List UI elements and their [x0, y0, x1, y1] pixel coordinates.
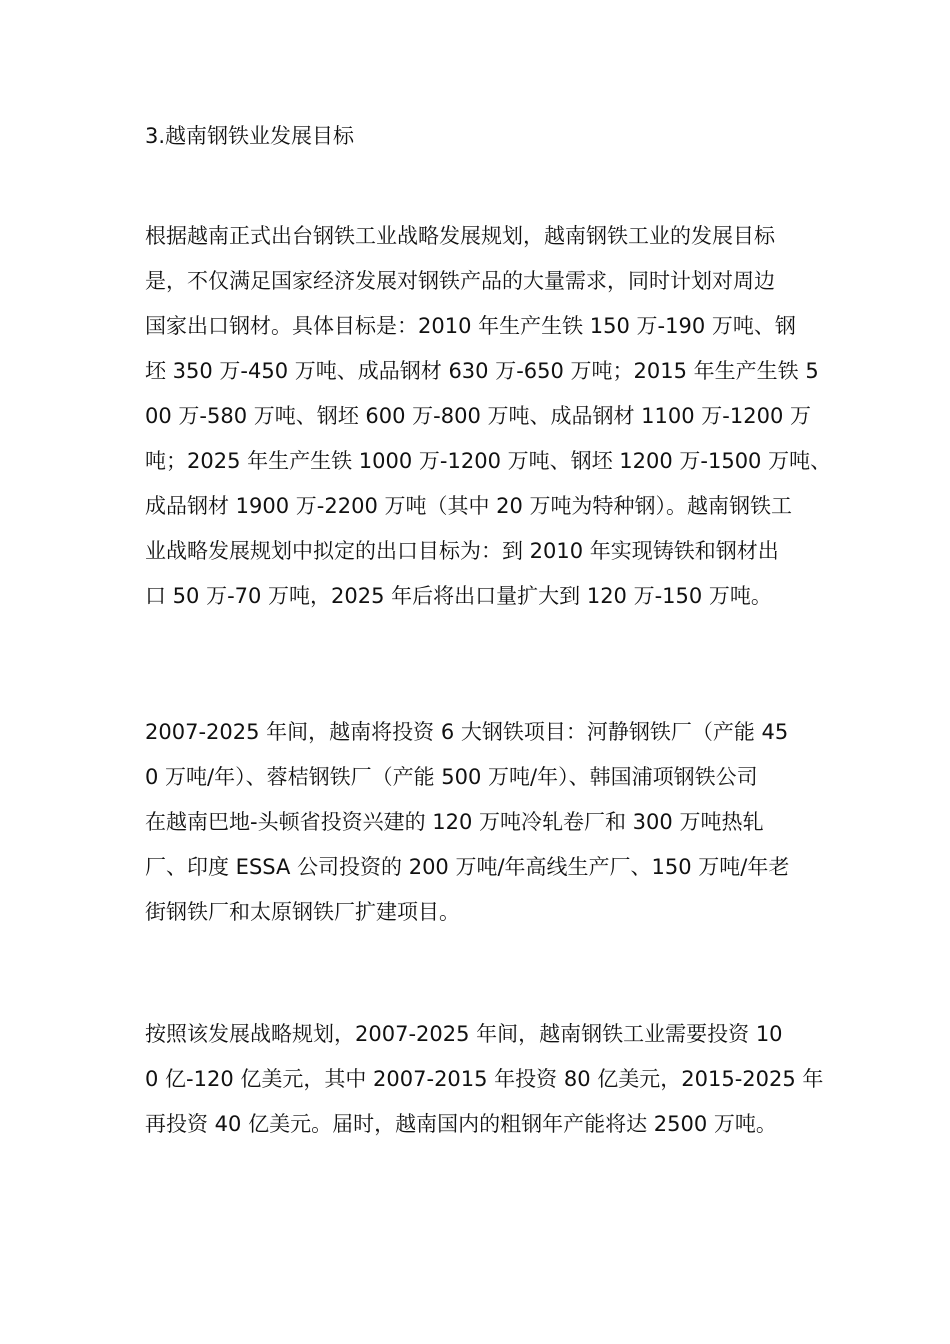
text-line: 再投资 40 亿美元。届时，越南国内的粗钢年产能将达 2500 万吨。 — [145, 1112, 777, 1136]
text-line: 街钢铁厂和太原钢铁厂扩建项目。 — [145, 900, 460, 924]
text-line: 0 亿-120 亿美元，其中 2007-2015 年投资 80 亿美元，2015-2025 年 — [145, 1067, 824, 1091]
paragraph-investment-projects — [145, 710, 815, 935]
text-line: 厂、印度 ESSA 公司投资的 200 万吨/年高线生产厂、150 万吨/年老 — [145, 855, 790, 879]
text-line: 业战略发展规划中拟定的出口目标为：到 2010 年实现铸铁和钢材出 — [145, 539, 779, 563]
text-line: 根据越南正式出台钢铁工业战略发展规划，越南钢铁工业的发展目标 — [145, 224, 775, 248]
text-line: 0 万吨/年）、蓉桔钢铁厂（产能 500 万吨/年）、韩国浦项钢铁公司 — [145, 765, 758, 789]
paragraph-development-goals — [145, 214, 832, 619]
paragraph-investment-amount — [145, 1012, 824, 1147]
text-line: 吨；2025 年生产生铁 1000 万-1200 万吨、钢坯 1200 万-1500 万吨、 — [145, 449, 832, 473]
text-line: 成品钢材 1900 万-2200 万吨（其中 20 万吨为特种钢）。越南钢铁工 — [145, 494, 793, 518]
text-line: 是，不仅满足国家经济发展对钢铁产品的大量需求，同时计划对周边 — [145, 269, 775, 293]
text-line: 00 万-580 万吨、钢坯 600 万-800 万吨、成品钢材 1100 万-1200 万 — [145, 404, 811, 428]
text-line: 坯 350 万-450 万吨、成品钢材 630 万-650 万吨；2015 年生产生铁 5 — [145, 359, 819, 383]
text-line: 在越南巴地-头顿省投资兴建的 120 万吨冷轧卷厂和 300 万吨热轧 — [145, 810, 764, 834]
section-heading: 3.越南钢铁业发展目标 — [145, 124, 355, 148]
text-line: 口 50 万-70 万吨，2025 年后将出口量扩大到 120 万-150 万吨。 — [145, 584, 772, 608]
text-line: 国家出口钢材。具体目标是：2010 年生产生铁 150 万-190 万吨、钢 — [145, 314, 796, 338]
text-line: 按照该发展战略规划，2007-2025 年间，越南钢铁工业需要投资 10 — [145, 1022, 783, 1046]
text-line: 2007-2025 年间，越南将投资 6 大钢铁项目：河静钢铁厂（产能 45 — [145, 720, 789, 744]
